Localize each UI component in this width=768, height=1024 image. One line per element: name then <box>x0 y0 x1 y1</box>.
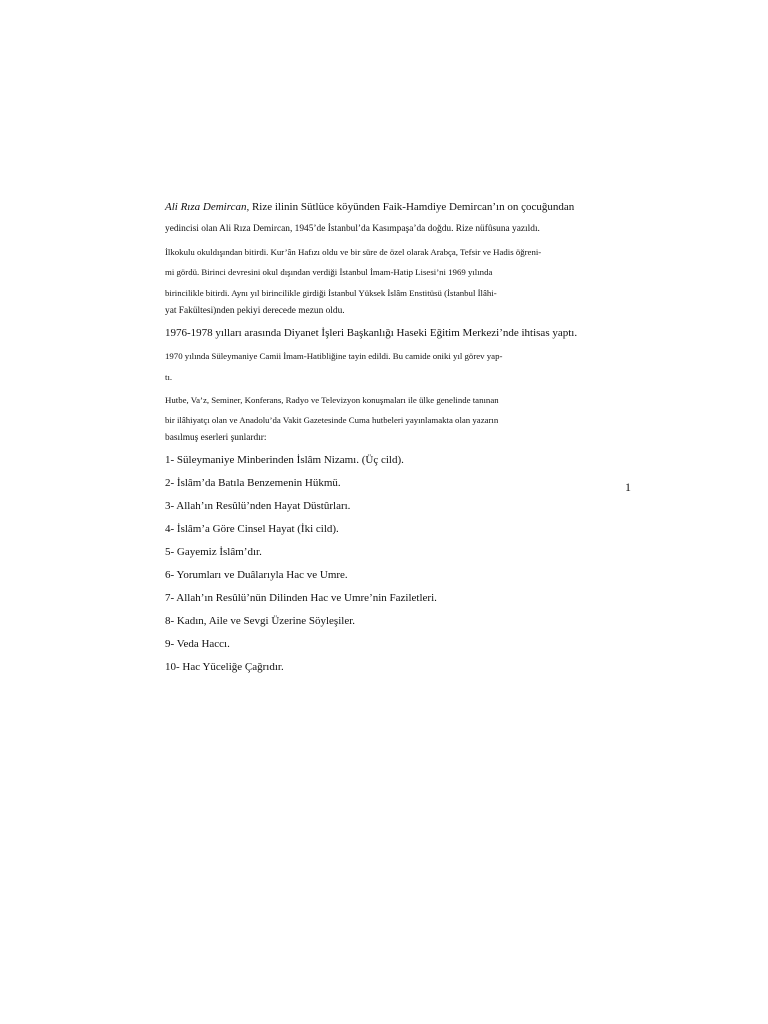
works-intro-line-1: Hutbe, Va’z, Seminer, Konferans, Radyo ve Televizyon konuşmaları ile ülke genelinde tanınan <box>165 395 499 405</box>
works-item-3: 3- Allah’ın Resûlü’nden Hayat Düstûrları. <box>165 500 351 512</box>
author-name: Ali Rıza Demircan, <box>165 201 250 213</box>
works-item-10: 10- Hac Yüceliğe Çağrıdır. <box>165 661 284 673</box>
training-paragraph: 1976-1978 yılları arasında Diyanet İşleri Başkanlığı Haseki Eğitim Merkezi’nde ihtisas yaptı. <box>165 327 578 339</box>
imam-line-1: 1970 yılında Süleymaniye Camii İmam-Hatibliğine tayin edildi. Bu camide oniki yıl görev yap- <box>165 351 503 361</box>
page-number: 1 <box>625 480 631 494</box>
works-item-9: 9- Veda Haccı. <box>165 638 230 650</box>
works-item-4: 4- İslâm’a Göre Cinsel Hayat (İki cild). <box>165 523 339 535</box>
works-intro-line-3: basılmuş eserleri şunlardır: <box>165 433 267 443</box>
works-intro-line-2: bir ilâhiyatçı olan ve Anadolu’da Vakit Gazetesinde Cuma hutbeleri yayınlamakta olan yazarın <box>165 415 499 425</box>
works-item-2: 2- İslâm’da Batıla Benzemenin Hükmü. <box>165 477 341 489</box>
bio-line-1-text: Rize ilinin Sütlüce köyünden Faik-Hamdiye Demircan’ın on çocuğundan <box>249 201 575 213</box>
works-item-5: 5- Gayemiz İslâm’dır. <box>165 546 262 558</box>
bio-line-2: yedincisi olan Ali Rıza Demircan, 1945’de İstanbul’da Kasımpaşa’da doğdu. Rize nüfûsuna yazıldı. <box>165 224 540 234</box>
works-item-7: 7- Allah’ın Resûlü’nün Dilinden Hac ve Umre’nin Faziletleri. <box>165 592 437 604</box>
works-item-6: 6- Yorumları ve Duâlarıyla Hac ve Umre. <box>165 569 348 581</box>
bio-line-6: yat Fakültesi)nden pekiyi derecede mezun oldu. <box>165 306 345 316</box>
imam-line-2: tı. <box>165 372 173 382</box>
bio-line-5: birincilikle bitirdi. Aynı yıl birincilikle girdiği İstanbul Yüksek İslâm Enstitüsü (İstanbul İlâhi- <box>165 288 497 298</box>
bio-line-3: İlkokulu okuldışından bitirdi. Kur’ân Hafızı oldu ve bir süre de özel olarak Arabça, Tefsir ve Hadis öğreni- <box>165 247 542 257</box>
bio-line-4: mi gördü. Birinci devresini okul dışından verdiği İstanbul İmam-Hatip Lisesi’ni 1969 yılında <box>165 267 493 277</box>
works-item-1: 1- Süleymaniye Minberinden İslâm Nizamı. (Üç cild). <box>165 454 404 466</box>
bio-line-1 <box>165 202 574 213</box>
works-item-8: 8- Kadın, Aile ve Sevgi Üzerine Söyleşiler. <box>165 615 356 627</box>
